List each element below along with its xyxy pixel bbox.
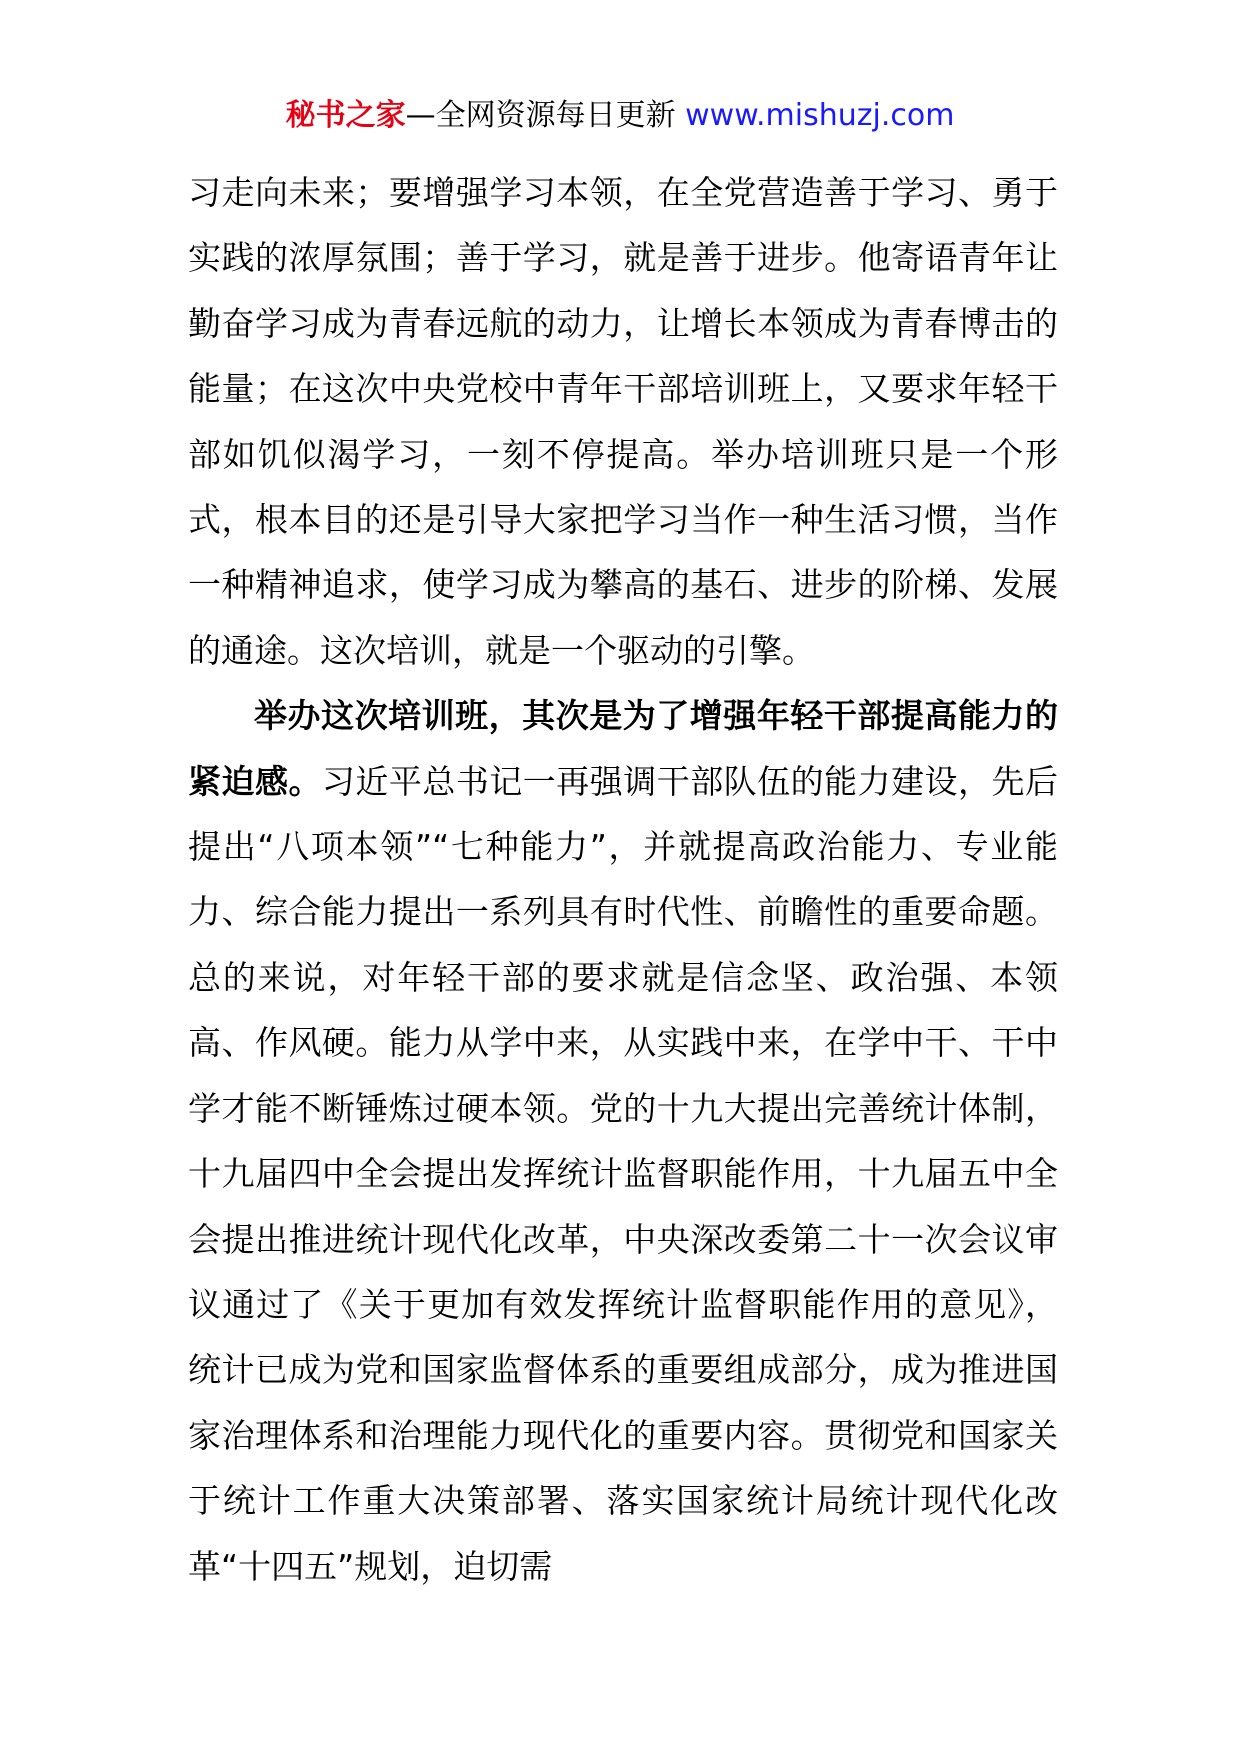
paragraph-heading-bold: 举办这次培训班，其次是为了增强年轻干部提高能力的紧迫感。 <box>188 696 1058 801</box>
header-tagline: —全网资源每日更新 <box>405 98 686 133</box>
paragraph-second-point <box>188 683 1058 1599</box>
document-body <box>188 160 1058 1599</box>
brand-name: 秘书之家 <box>285 98 406 133</box>
page-header <box>0 96 1240 136</box>
site-url-link[interactable]: www.mishuzj.com <box>685 98 955 133</box>
paragraph-continuation: 习走向未来；要增强学习本领，在全党营造善于学习、勇于实践的浓厚氛围；善于学习，就是善于进步。他寄语青年让勤奋学习成为青春远航的动力，让增长本领成为青春博击的能量；在这次中央党校中青年干部培训班上，又要求年轻干部如饥似渴学习，一刻不停提高。举办培训班只是一个形式，根本目的还是引导大家把学习当作一种生活习惯，当作一种精神追求，使学习成为攀高的基石、进步的阶梯、发展的通途。这次培训，就是一个驱动的引擎。 <box>188 173 1058 670</box>
paragraph-body-text: 习近平总书记一再强调干部队伍的能力建设，先后提出“八项本领”“七种能力”，并就提高政治能力、专业能力、综合能力提出一系列具有时代性、前瞻性的重要命题。总的来说，对年轻干部的要求就是信念坚、政治强、本领高、作风硬。能力从学中来，从实践中来，在学中干、干中学才能不断锤炼过硬本领。党的十九大提出完善统计体制，十九届四中全会提出发挥统计监督职能作用，十九届五中全会提出推进统计现代化改革，中央深改委第二十一次会议审议通过了《关于更加有效发挥统计监督职能作用的意见》，统计已成为党和国家监督体系的重要组成部分，成为推进国家治理体系和治理能力现代化的重要内容。贯彻党和国家关于统计工作重大决策部署、落实国家统计局统计现代化改革“十四五”规划，迫切需 <box>188 761 1059 1586</box>
